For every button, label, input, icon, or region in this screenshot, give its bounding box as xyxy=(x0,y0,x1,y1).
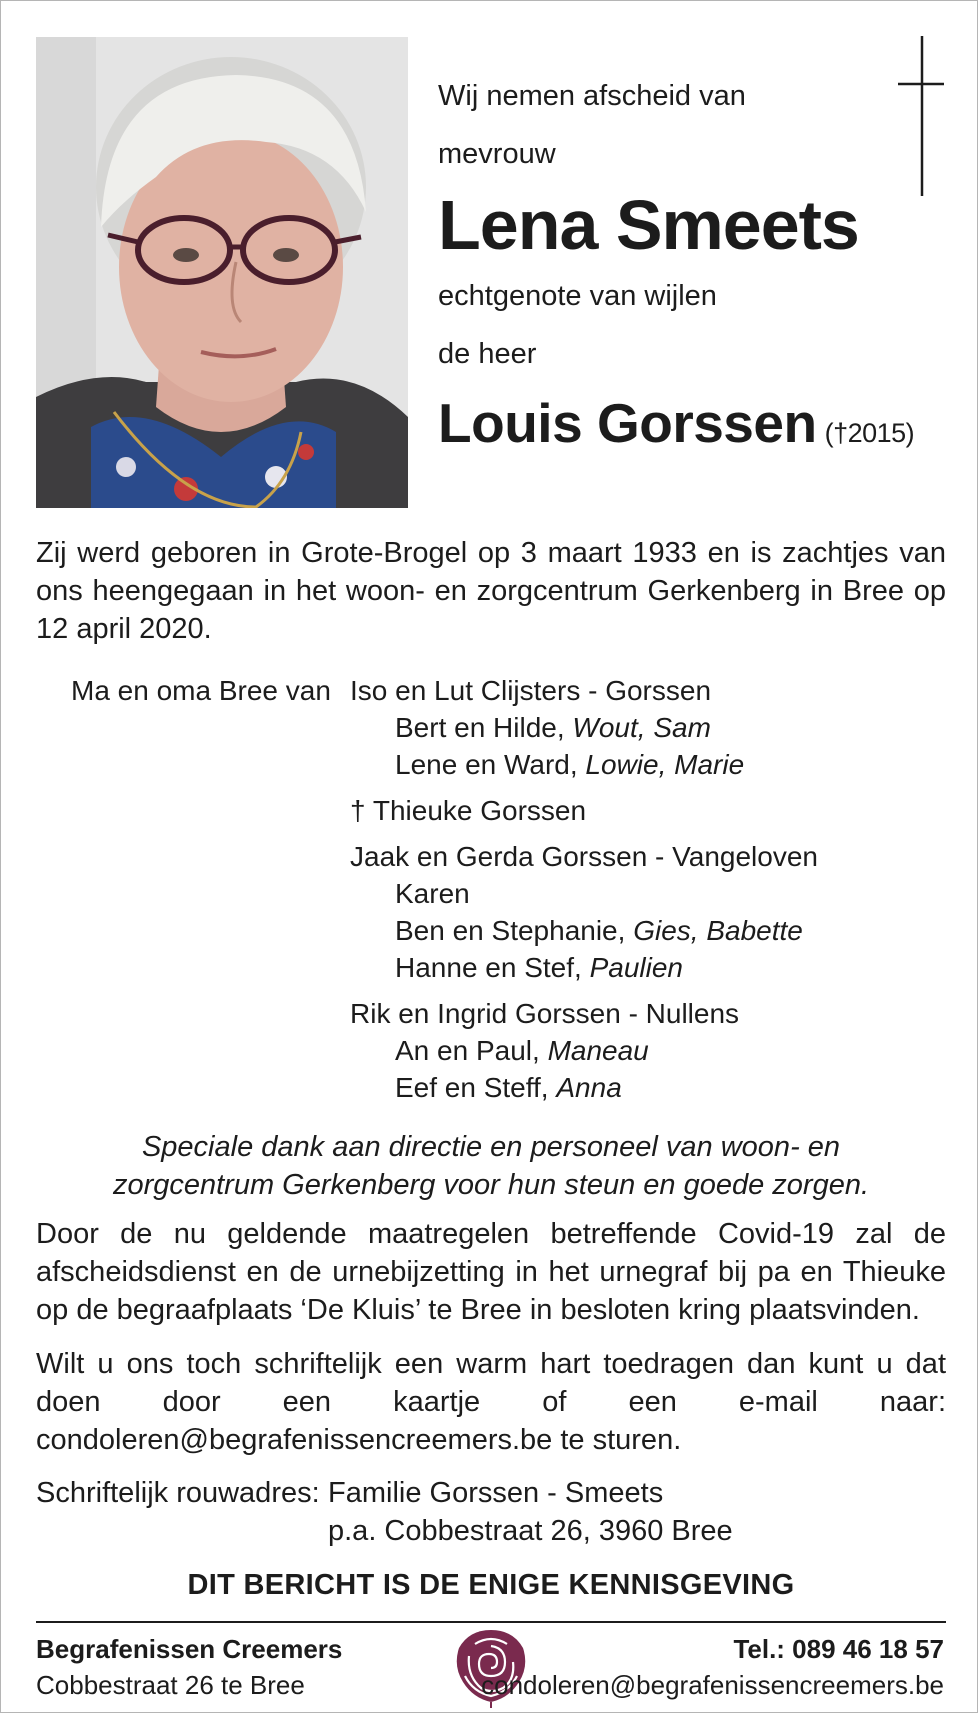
address-line-1: Familie Gorssen - Smeets xyxy=(328,1477,664,1509)
family-member: Karen xyxy=(395,878,470,909)
footer-contact xyxy=(481,1631,944,1703)
family-member: Hanne en Stef, Paulien xyxy=(395,952,683,983)
family-member: Ben en Stephanie, Gies, Babette xyxy=(395,915,803,946)
family-group-head: † Thieuke Gorssen xyxy=(350,795,587,826)
footer-company xyxy=(36,1631,342,1703)
family-group xyxy=(350,995,818,1106)
covid-paragraph: Door de nu geldende maatregelen betreffende Covid-19 zal de afscheidsdienst en de urnebijzetting in het urnegraf bij pa en Thieuke op de begraafplaats ‘De Kluis’ te Bree in besloten kring plaatsvinden. xyxy=(36,1218,946,1326)
company-name: Begrafenissen Creemers xyxy=(36,1634,343,1664)
family-group xyxy=(350,792,818,829)
header-text xyxy=(438,67,958,473)
family-member: An en Paul, Maneau xyxy=(395,1035,649,1066)
footer-divider xyxy=(36,1621,946,1623)
family-group xyxy=(350,838,818,986)
title-mr: de heer xyxy=(438,338,537,370)
farewell-line: Wij nemen afscheid van xyxy=(438,80,746,112)
family-group-head: Rik en Ingrid Gorssen - Nullens xyxy=(350,998,740,1029)
thanks-message xyxy=(36,1128,946,1204)
notice-heading: DIT BERICHT IS DE ENIGE KENNISGEVING xyxy=(187,1569,795,1601)
family-member: Lene en Ward, Lowie, Marie xyxy=(395,749,745,780)
intro-paragraph: Zij werd geboren in Grote-Brogel op 3 maart 1933 en is zachtjes van ons heengegaan in het woon- en zorgcentrum Gerkenberg in Bree op 12 april 2020. xyxy=(36,537,946,645)
family-group-head: Jaak en Gerda Gorssen - Vangeloven xyxy=(350,841,818,872)
family-member: Eef en Steff, Anna xyxy=(395,1072,622,1103)
contact-email[interactable]: condoleren@begrafenissencreemers.be xyxy=(481,1670,944,1700)
spouse-death-year: (†2015) xyxy=(824,418,915,448)
spouse-name-line xyxy=(438,383,958,473)
address-label: Schriftelijk rouwadres: xyxy=(36,1477,320,1509)
thanks-line-1: Speciale dank aan directie en personeel van woon- en xyxy=(141,1131,841,1163)
portrait-illustration xyxy=(36,37,408,508)
deceased-name: Lena Smeets xyxy=(438,186,859,264)
thanks-line-2: zorgcentrum Gerkenberg voor hun steun en goede zorgen. xyxy=(112,1169,870,1201)
family-group-head: Iso en Lut Clijsters - Gorssen xyxy=(350,675,712,706)
family-label: Ma en oma Bree van xyxy=(71,675,331,706)
condolence-paragraph: Wilt u ons toch schriftelijk een warm hart toedragen dan kunt u dat doen door een kaartje of een e-mail naar: condoleren@begrafenissencreemers.be te sturen. xyxy=(36,1348,946,1456)
spouse-intro: echtgenote van wijlen xyxy=(438,280,717,312)
portrait-photo xyxy=(36,37,408,508)
company-address: Cobbestraat 26 te Bree xyxy=(36,1670,305,1700)
family-member: Bert en Hilde, Wout, Sam xyxy=(395,712,711,743)
address-value xyxy=(328,1474,733,1550)
family-groups xyxy=(350,672,818,1115)
title-mrs: mevrouw xyxy=(438,138,556,170)
phone-number: Tel.: 089 46 18 57 xyxy=(733,1634,944,1664)
spouse-name: Louis Gorssen xyxy=(438,392,817,454)
address-line-2: p.a. Cobbestraat 26, 3960 Bree xyxy=(328,1515,733,1547)
family-group xyxy=(350,672,818,783)
